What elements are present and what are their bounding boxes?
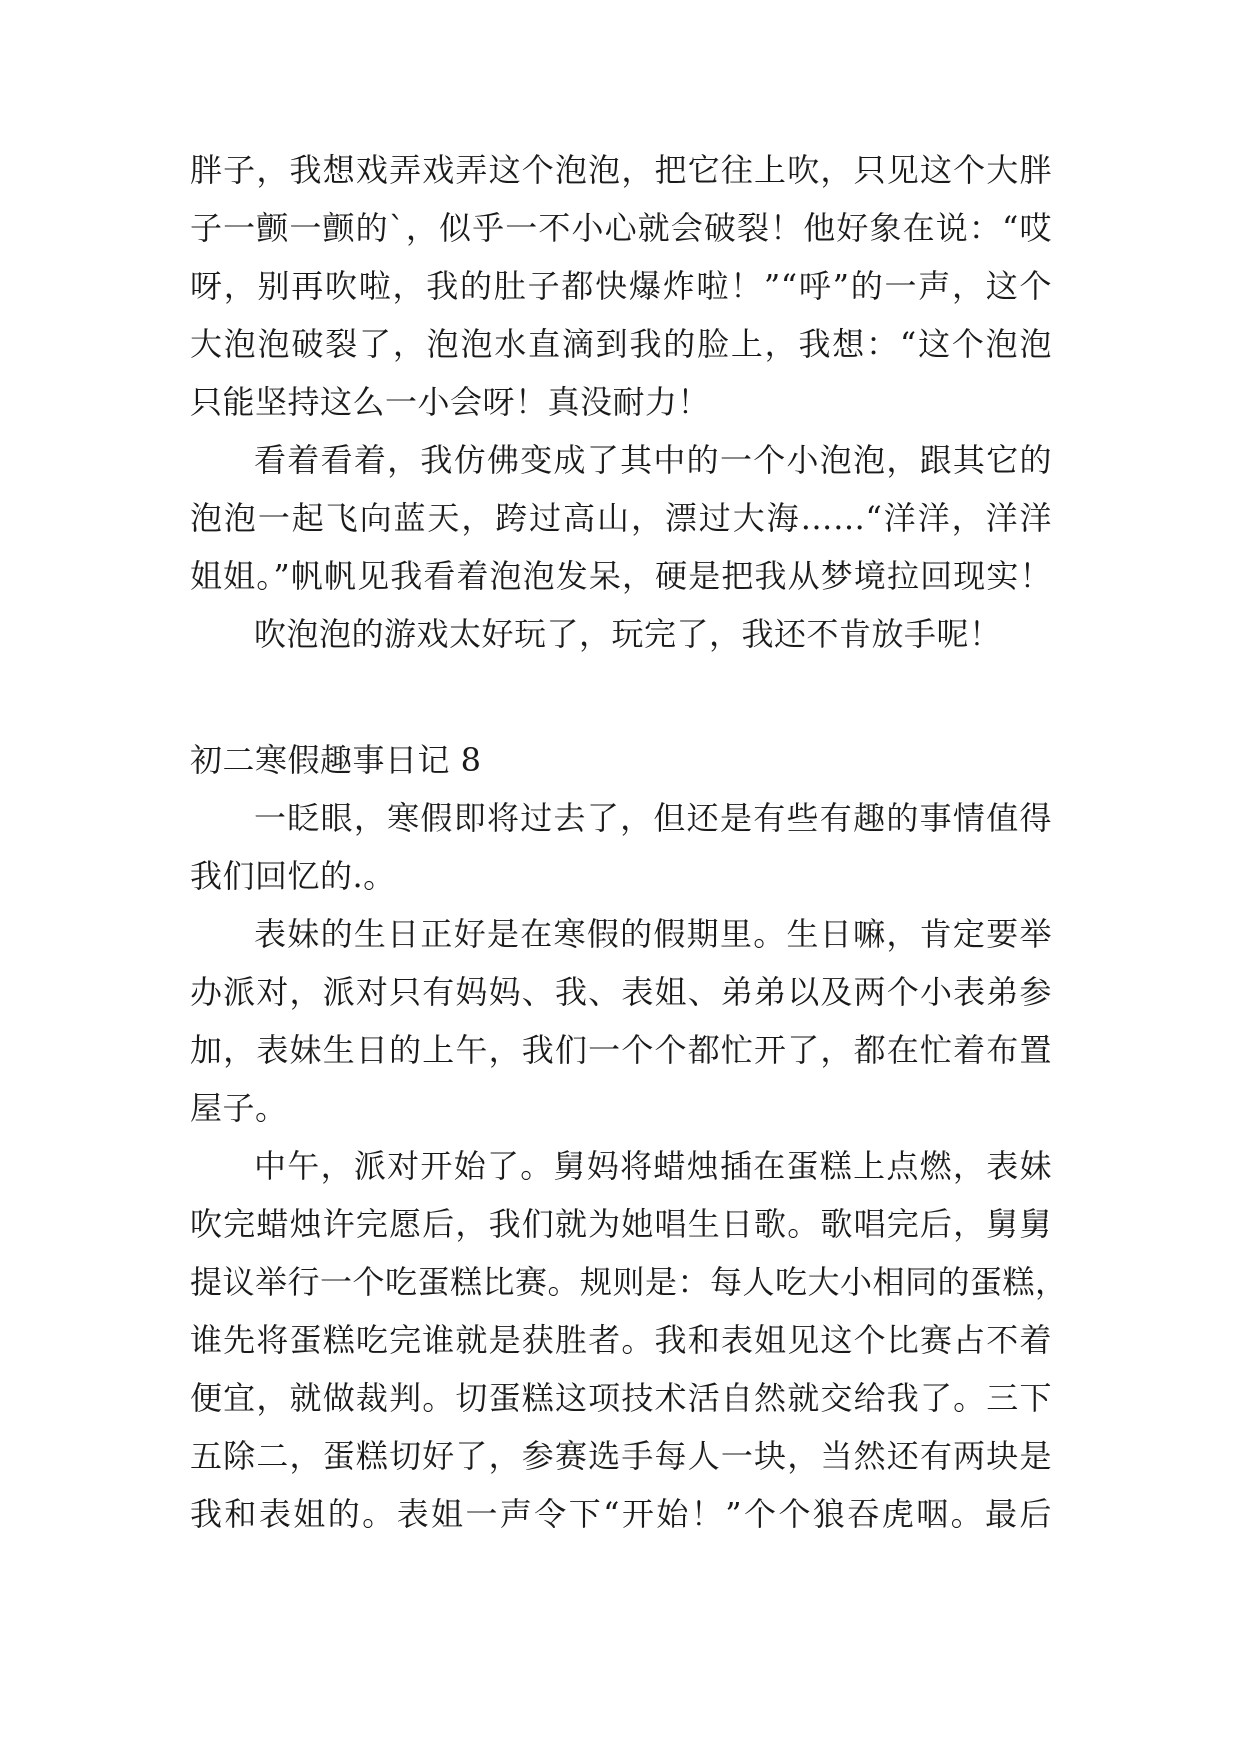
text-line: 我们回忆的.。 bbox=[190, 857, 396, 895]
text-line: 提议举行一个吃蛋糕比赛。规则是：每人吃大小相同的蛋糕， bbox=[190, 1263, 1068, 1301]
text-line: 呀，别再吹啦，我的肚子都快爆炸啦！”“呼”的一声，这个 bbox=[190, 267, 1052, 305]
text-line: 便宜，就做裁判。切蛋糕这项技术活自然就交给我了。三下 bbox=[190, 1379, 1052, 1417]
section-title: 初二寒假趣事日记 8 bbox=[190, 741, 482, 779]
text-line: 一眨眼，寒假即将过去了，但还是有些有趣的事情值得 bbox=[254, 799, 1052, 837]
text-line: 屋子。 bbox=[190, 1089, 288, 1127]
text-line: 姐姐。”帆帆见我看着泡泡发呆，硬是把我从梦境拉回现实！ bbox=[190, 557, 1052, 595]
text-line: 泡泡一起飞向蓝天，跨过高山，漂过大海……“洋洋，洋洋 bbox=[190, 499, 1052, 537]
text-line: 加，表妹生日的上午，我们一个个都忙开了，都在忙着布置 bbox=[190, 1031, 1052, 1069]
text-line: 胖子，我想戏弄戏弄这个泡泡，把它往上吹，只见这个大胖 bbox=[190, 151, 1052, 189]
text-line: 只能坚持这么一小会呀！真没耐力！ bbox=[190, 383, 711, 421]
text-line: 中午，派对开始了。舅妈将蜡烛插在蛋糕上点燃，表妹 bbox=[254, 1147, 1052, 1185]
text-line: 我和表姐的。表姐一声令下“开始！”个个狼吞虎咽。最后 bbox=[190, 1495, 1052, 1533]
text-line: 办派对，派对只有妈妈、我、表姐、弟弟以及两个小表弟参 bbox=[190, 973, 1052, 1011]
text-line: 子一颤一颤的`，似乎一不小心就会破裂！他好象在说：“哎 bbox=[190, 209, 1052, 247]
text-line: 大泡泡破裂了，泡泡水直滴到我的脸上，我想：“这个泡泡 bbox=[190, 325, 1052, 363]
text-line: 表妹的生日正好是在寒假的假期里。生日嘛，肯定要举 bbox=[254, 915, 1052, 953]
text-line: 吹完蜡烛许完愿后，我们就为她唱生日歌。歌唱完后，舅舅 bbox=[190, 1205, 1052, 1243]
text-line: 吹泡泡的游戏太好玩了，玩完了，我还不肯放手呢！ bbox=[254, 615, 1002, 653]
text-line: 五除二，蛋糕切好了，参赛选手每人一块，当然还有两块是 bbox=[190, 1437, 1052, 1475]
text-line: 谁先将蛋糕吃完谁就是获胜者。我和表姐见这个比赛占不着 bbox=[190, 1321, 1052, 1359]
text-line: 看着看着，我仿佛变成了其中的一个小泡泡，跟其它的 bbox=[254, 441, 1052, 479]
